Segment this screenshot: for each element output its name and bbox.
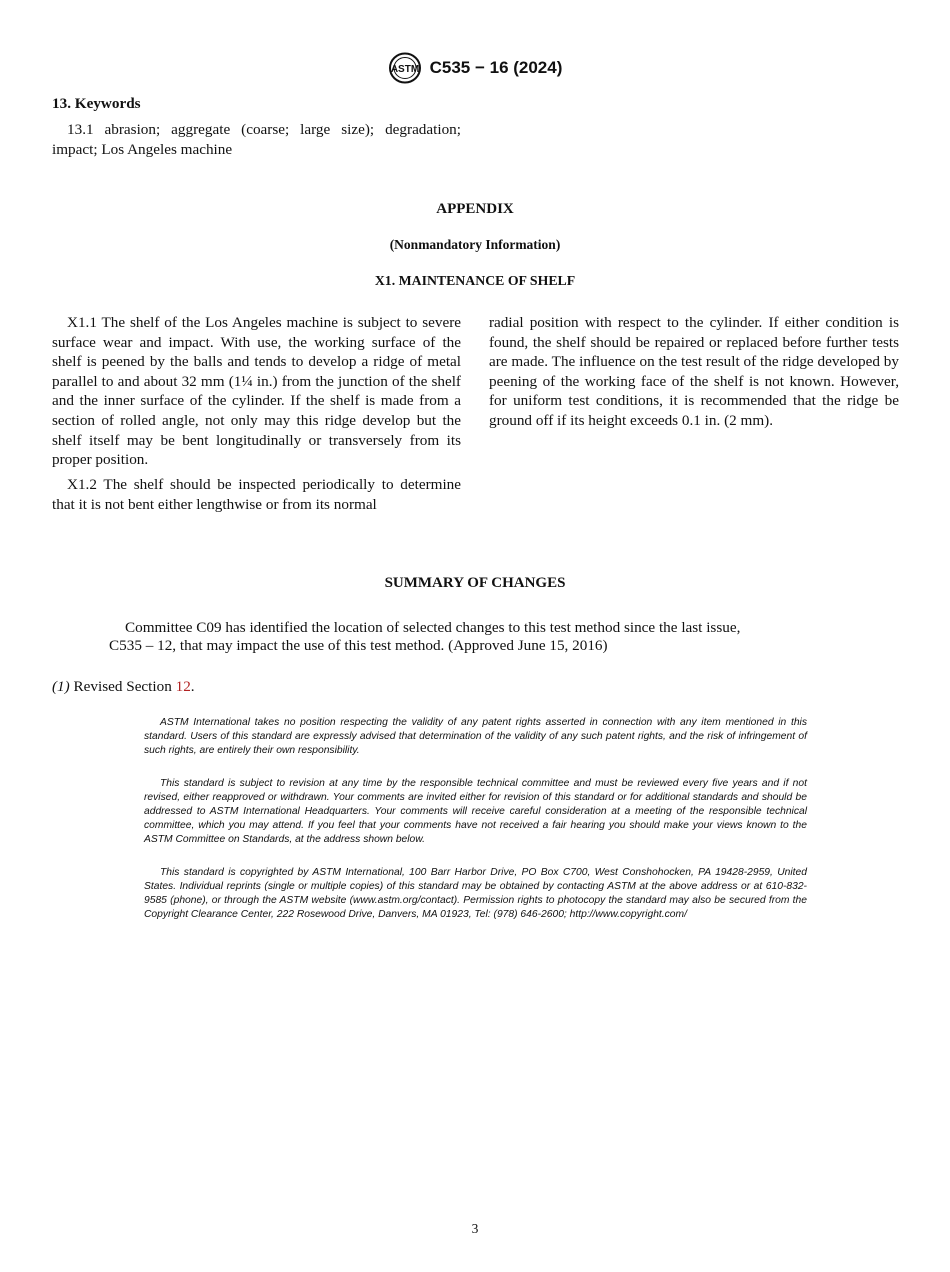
change-item-end: . [190, 678, 195, 695]
appendix-subtitle: (Nonmandatory Information) [389, 237, 561, 252]
summary-line-2: C535 – 12, that may impact the use of this test method. (Approved June 15, 2016) [109, 637, 608, 654]
notice-revision-text: This standard is subject to revision at any time by the responsible technical committee and must be reviewed every five years and if not revised, either reapproved or withdrawn. Your comments are invited either for revision of this standard or for additional standards and should be addressed to ASTM International Headquarters. Your comments will receive careful consideration at a meeting of the responsible technical committee, which you may attend. If you feel that your comments have not received a fair hearing you should make your views known to the ASTM Committee on Standards, at the address shown below. [144, 778, 807, 845]
notice-patent [144, 716, 807, 758]
page-number: 3 [471, 1221, 479, 1236]
document-designation: C535 − 16 (2024) [429, 58, 563, 77]
paragraph-x1-2-left: X1.2 The shelf should be inspected periodically to determine that it is not bent either lengthwise or from its normal [52, 476, 461, 513]
change-item-number: (1) [52, 678, 70, 695]
appendix-section-title: X1. MAINTENANCE OF SHELF [374, 273, 576, 288]
astm-logo-text: ASTM [390, 64, 419, 75]
keywords-heading: 13. Keywords [52, 95, 141, 112]
notice-revision [144, 777, 807, 847]
summary-title: SUMMARY OF CHANGES [384, 575, 566, 591]
section-12-link[interactable]: 12 [175, 678, 191, 695]
page-header [0, 52, 950, 84]
summary-line-1: Committee C09 has identified the location of selected changes to this test method since the last issue, [125, 619, 741, 636]
notice-copyright-text: This standard is copyrighted by ASTM International, 100 Barr Harbor Drive, PO Box C700, West Conshohocken, PA 19428-2959, United States. Individual reprints (single or multiple copies) of this standard may be obtained by contacting ASTM at the above address or at 610-832-9585 (phone), or through the ASTM website (www.astm.org/contact). Permission rights to photocopy the standard may also be secured from the Copyright Clearance Center, 222 Rosewood Drive, Danvers, MA 01923, Tel: (978) 646-2600; http://www.copyright.com/ [144, 867, 807, 920]
appendix-title: APPENDIX [436, 201, 514, 217]
paragraph-x1-2-right: radial position with respect to the cylinder. If either condition is found, the shelf should be repaired or replaced before further tests are made. The influence on the test result of the ridge developed by peening of the working face of the shelf is not known. However, for uniform test conditions, it is recommended that the ridge be ground off if its height exceeds 0.1 in. (2 mm). [489, 314, 899, 429]
change-item-text: Revised Section [73, 678, 172, 695]
keywords-text: 13.1 abrasion; aggregate (coarse; large size); degradation; impact; Los Angeles machine [52, 121, 461, 158]
astm-logo-icon [388, 52, 422, 84]
notice-patent-text: ASTM International takes no position respecting the validity of any patent rights asserted in connection with any item mentioned in this standard. Users of this standard are expressly advised that determination of the validity of any such patent rights, and the risk of infringement of such rights, are entirely their own responsibility. [144, 717, 807, 756]
paragraph-x1-1: X1.1 The shelf of the Los Angeles machine is subject to severe surface wear and impact. With use, the working surface of the shelf is peened by the balls and tends to develop a ridge of metal parallel to and about 32 mm (1¼ in.) from the junction of the shelf and the inner surface of the cylinder. If the shelf is made from a section of rolled angle, not only may this ridge develop but the shelf itself may be bent longitudinally or transversely from its proper position. [52, 314, 461, 469]
change-item [52, 677, 195, 697]
notice-copyright [144, 866, 807, 922]
